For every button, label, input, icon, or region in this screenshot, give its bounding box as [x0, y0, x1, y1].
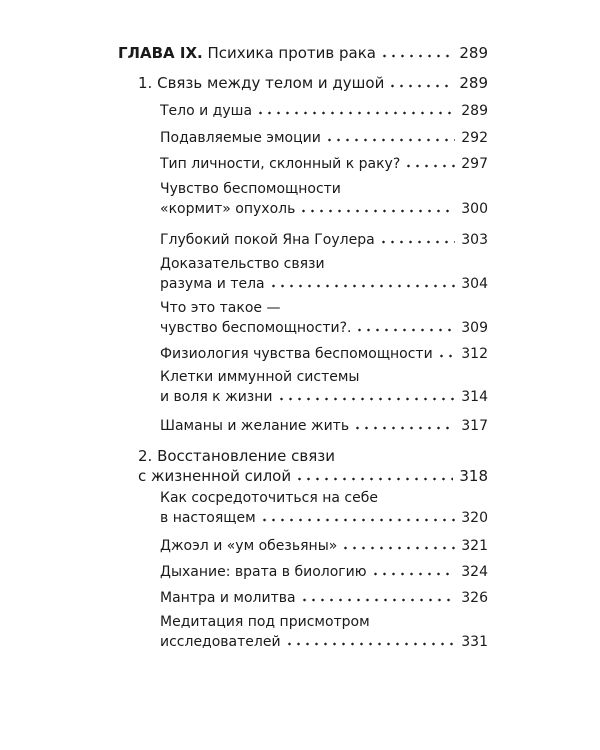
- dot-leader: [379, 240, 456, 244]
- chapter-heading: [118, 44, 488, 62]
- dot-leader: [295, 477, 453, 481]
- entry-page: 321: [461, 538, 488, 554]
- entry-title-line-2: чувство беспомощности?.: [160, 320, 352, 336]
- section-1-page: 289: [459, 74, 488, 92]
- entry-page: 317: [461, 418, 488, 434]
- dot-leader: [260, 518, 456, 522]
- entry-page: 292: [461, 130, 488, 146]
- entry-title-line-1: Медитация под присмотром: [160, 614, 370, 630]
- entry-page: 297: [461, 156, 488, 172]
- entry-page: 324: [461, 564, 488, 580]
- dot-leader: [269, 284, 456, 288]
- toc-entry: [160, 346, 488, 362]
- chapter-page: 289: [459, 44, 488, 62]
- entry-page: 320: [461, 510, 488, 526]
- entry-title-line-2: в настоящем: [160, 510, 256, 526]
- toc-entry: [160, 538, 488, 554]
- dot-leader: [325, 138, 455, 142]
- entry-title: Физиология чувства беспомощности: [160, 346, 433, 362]
- entry-title-line-2: разума и тела: [160, 276, 265, 292]
- entry-title: Шаманы и желание жить: [160, 418, 350, 434]
- toc-entry: [160, 156, 488, 172]
- dot-leader: [380, 54, 453, 58]
- entry-page: 314: [461, 389, 488, 405]
- entry-title-line-1: Как сосредоточиться на себе: [160, 490, 378, 506]
- toc-entry: [160, 320, 488, 336]
- entry-page: 300: [461, 201, 488, 217]
- section-2-title-line-2: с жизненной силой: [138, 467, 292, 485]
- chapter-title-text: [118, 44, 376, 62]
- section-2-page: 318: [459, 467, 488, 485]
- toc-entry: [160, 201, 488, 217]
- entry-title: Мантра и молитва: [160, 590, 296, 606]
- dot-leader: [437, 354, 456, 358]
- entry-page: 303: [461, 232, 488, 248]
- dot-leader: [300, 598, 456, 602]
- toc-entry: [160, 276, 488, 292]
- chapter-label: ГЛАВА IX.: [118, 44, 203, 62]
- entry-title: Подавляемые эмоции: [160, 130, 321, 146]
- entry-page: 304: [461, 276, 488, 292]
- section-2-title-line-1: Восстановление связи: [157, 447, 336, 465]
- entry-title-line-1: Доказательство связи: [160, 256, 325, 272]
- dot-leader: [341, 546, 455, 550]
- dot-leader: [299, 209, 455, 213]
- toc-entry: [160, 590, 488, 606]
- section-1-title: Связь между телом и душой: [157, 74, 385, 92]
- entry-title: Тип личности, склонный к раку?: [160, 156, 401, 172]
- entry-page: 309: [461, 320, 488, 336]
- toc-entry: [160, 634, 488, 650]
- entry-title-line-2: исследователей: [160, 634, 281, 650]
- toc-entry: [160, 103, 488, 119]
- entry-title-line-2: и воля к жизни: [160, 389, 273, 405]
- entry-page: 326: [461, 590, 488, 606]
- entry-title-line-2: «кормит» опухоль: [160, 201, 296, 217]
- section-1-title-text: [138, 74, 384, 92]
- toc-entry: [160, 564, 488, 580]
- section-2-heading-line-1: [138, 447, 335, 465]
- entry-page: 312: [461, 346, 488, 362]
- entry-page: 331: [461, 634, 488, 650]
- entry-title: Тело и душа: [160, 103, 253, 119]
- entry-title-line-1: Чувство беспомощности: [160, 181, 341, 197]
- dot-leader: [371, 572, 456, 576]
- dot-leader: [256, 111, 455, 115]
- entry-title-line-1: Что это такое —: [160, 300, 281, 316]
- toc-entry: [160, 130, 488, 146]
- entry-title: Глубокий покой Яна Гоулера: [160, 232, 375, 248]
- chapter-title: Психика против рака: [207, 44, 377, 62]
- toc-entry: [160, 510, 488, 526]
- toc-entry: [160, 418, 488, 434]
- dot-leader: [277, 397, 456, 401]
- section-1-heading: [138, 74, 488, 92]
- section-2-heading: [138, 467, 488, 485]
- entry-title: Дыхание: врата в биологию: [160, 564, 367, 580]
- dot-leader: [404, 164, 455, 168]
- dot-leader: [285, 642, 456, 646]
- entry-title: Джоэл и «ум обезьяны»: [160, 538, 338, 554]
- section-1-number: 1.: [138, 74, 153, 92]
- toc-entry: [160, 389, 488, 405]
- dot-leader: [388, 84, 453, 88]
- dot-leader: [355, 328, 455, 332]
- section-2-number: 2.: [138, 447, 153, 465]
- entry-page: 289: [461, 103, 488, 119]
- entry-title-line-1: Клетки иммунной системы: [160, 369, 360, 385]
- dot-leader: [353, 426, 455, 430]
- toc-entry: [160, 232, 488, 248]
